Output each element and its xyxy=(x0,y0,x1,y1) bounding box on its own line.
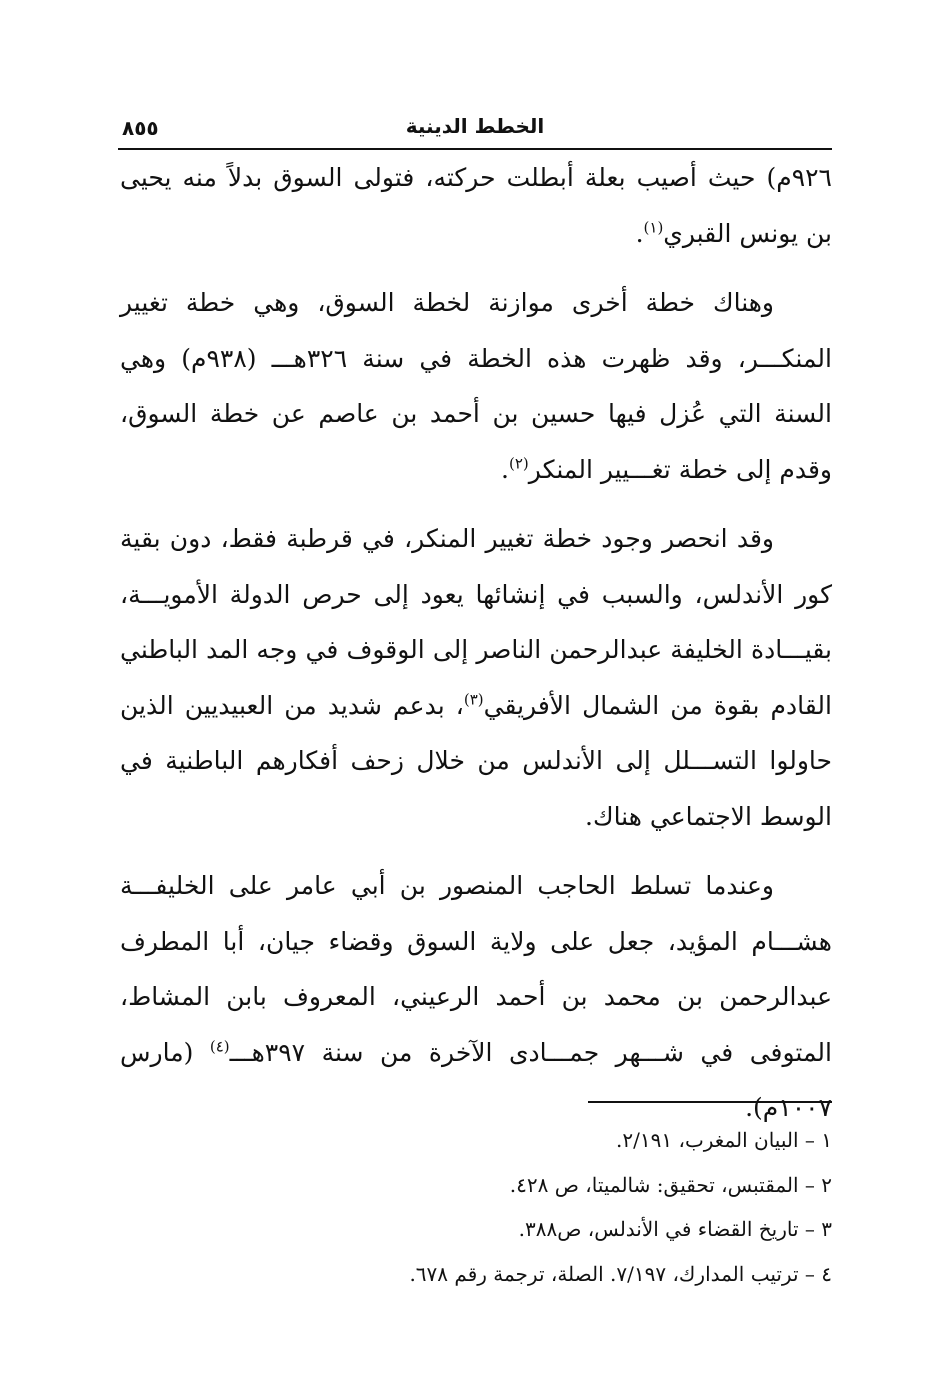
paragraph-1-end: . xyxy=(635,218,644,248)
paragraph-2 xyxy=(120,275,832,497)
footnote-ref-4: (٤) xyxy=(209,1037,230,1056)
paragraph-1-text: ٩٢٦م) حيث أصيب بعلة أبطلت حركته، فتولى السوق بدلاً منه يحيى بن يونس القبري xyxy=(120,163,832,248)
footnote-ref-1: (١) xyxy=(643,218,664,237)
page-number: ٨٥٥ xyxy=(122,116,159,140)
footnotes xyxy=(120,1118,832,1296)
main-text xyxy=(120,150,832,1150)
paragraph-4-end: (مارس ١٠٠٧م). xyxy=(120,1037,832,1122)
paragraph-4 xyxy=(120,858,832,1136)
footnote-ref-3: (٣) xyxy=(463,690,484,709)
footnote-3: ٣ – تاريخ القضاء في الأندلس، ص٣٨٨. xyxy=(518,1217,832,1241)
paragraph-3-text: وقد انحصر وجود خطة تغيير المنكر، في قرطبة فقط، دون بقية كور الأندلس، والسبب في إنشائها يعود إلى حرص الدولة الأمويـــة، بقيـــادة الخليفة عبدالرحمن الناصر إلى الوقوف في وجه المد الباطني القادم بقوة من الشمال الأفريقي xyxy=(120,524,832,720)
footnote-1: ١ – البيان المغرب، ٢/١٩١. xyxy=(616,1128,832,1152)
footnote-4: ٤ – ترتيب المدارك، ٧/١٩٧. الصلة، ترجمة رقم ٦٧٨. xyxy=(409,1261,832,1286)
paragraph-2-end: . xyxy=(501,454,509,484)
footnote-ref-2: (٢) xyxy=(509,454,529,473)
paragraph-2-text: وهناك خطة أخرى موازنة لخطة السوق، وهي خطة تغيير المنكـــر، وقد ظهرت هذه الخطة في سنة ٣٢٦هـــ (٩٣٨م) وهي السنة التي عُزل فيها حسين بن أحمد بن عاصم عن خطة السوق، وقدم إلى خطة تغـــيير المنكر xyxy=(120,288,832,484)
paragraph-1 xyxy=(120,150,832,261)
running-title: الخطط الدينية xyxy=(405,114,545,138)
paragraph-3 xyxy=(120,511,832,844)
footnote-2: ٢ – المقتبس، تحقيق: شالميتا، ص ٤٢٨. xyxy=(509,1172,832,1197)
page-header xyxy=(118,110,832,150)
footnote-rule xyxy=(588,1101,832,1103)
paragraph-3-end: ، بدعم شديد من العبيديين الذين حاولوا التســـلل إلى الأندلس من خلال زحف أفكارهم الباطنية في الوسط الاجتماعي هناك. xyxy=(120,690,832,831)
paragraph-4-text: وعندما تسلط الحاجب المنصور بن أبي عامر على الخليفـــة هشـــام المؤيد، جعل على ولاية السوق وقضاء جيان، أبا المطرف عبدالرحمن بن محمد بن أحمد الرعيني، المعروف بابن المشاط، المتوفى في شـــهر جمـــادى الآخرة من سنة ٣٩٧هـــ xyxy=(120,871,832,1067)
